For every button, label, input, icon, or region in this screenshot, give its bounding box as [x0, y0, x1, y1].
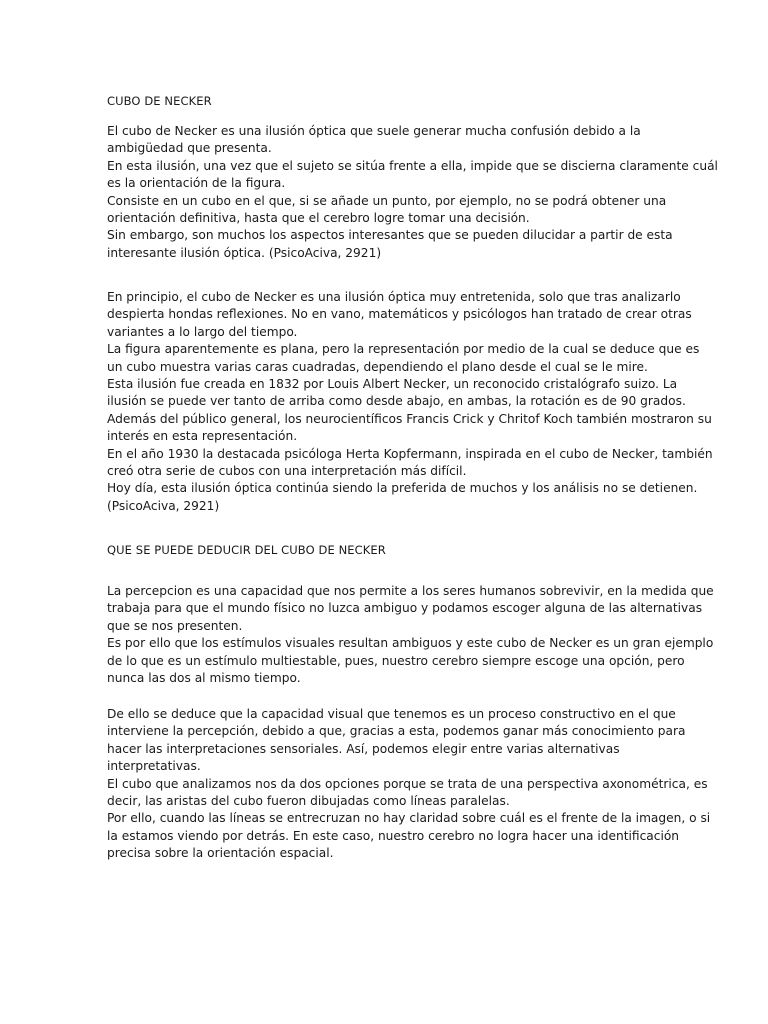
text-line: que se nos presenten.: [107, 618, 243, 633]
text-line: interés en esta representación.: [107, 429, 298, 444]
text-line: creó otra serie de cubos con una interpretación más difícil.: [107, 464, 467, 479]
text-line: un cubo muestra varias caras cuadradas, dependiendo el plano desde el cual se le mire.: [107, 359, 648, 374]
text-line: ilusión se puede ver tanto de arriba como desde abajo, en ambas, la rotación es de 90 grados.: [107, 394, 686, 409]
paragraph-intro: [107, 123, 718, 262]
paragraph-conclusion: [107, 706, 710, 863]
text-line: Por ello, cuando las líneas se entrecruzan no hay claridad sobre cuál es el frente de la imagen, o si: [107, 811, 711, 826]
text-line: decir, las aristas del cubo fueron dibujadas como líneas paralelas.: [107, 794, 510, 809]
text-line: interesante ilusión óptica. (PsicoAciva, 2921): [107, 245, 382, 260]
text-line: hacer las interpretaciones sensoriales. Así, podemos elegir entre varias alternativas: [107, 741, 620, 756]
text-line: orientación definitiva, hasta que el cerebro logre tomar una decisión.: [107, 211, 530, 226]
document-page: [107, 0, 718, 1024]
text-line: Esta ilusión fue creada en 1832 por Louis Albert Necker, un reconocido cristalógrafo suizo. La: [107, 377, 678, 392]
text-line: despierta hondas reflexiones. No en vano, matemáticos y psicólogos han tratado de crear otras: [107, 307, 692, 322]
document-title: CUBO DE NECKER: [107, 94, 212, 108]
text-line: La figura aparentemente es plana, pero la representación por medio de la cual se deduce que es: [107, 342, 700, 357]
text-line: La percepcion es una capacidad que nos permite a los seres humanos sobrevivir, en la medida que: [107, 584, 714, 598]
text-line: trabaja para que el mundo físico no luzca ambiguo y podamos escoger alguna de las alternativas: [107, 601, 703, 616]
text-line: de lo que es un estímulo multiestable, pues, nuestro cerebro siempre escoge una opción, pero: [107, 653, 685, 668]
text-line: De ello se deduce que la capacidad visual que tenemos es un proceso constructivo en el que: [107, 707, 676, 721]
text-line: Sin embargo, son muchos los aspectos interesantes que se pueden dilucidar a partir de esta: [107, 228, 673, 243]
text-line: En esta ilusión, una vez que el sujeto se sitúa frente a ella, impide que se discierna claramente cuál: [107, 158, 718, 173]
text-line: precisa sobre la orientación espacial.: [107, 846, 334, 861]
text-line: interpretativas.: [107, 759, 201, 774]
text-line: interviene la percepción, debido a que, gracias a esta, podemos ganar más conocimiento para: [107, 724, 686, 739]
text-line: El cubo que analizamos nos da dos opciones porque se trata de una perspectiva axonométrica, es: [107, 776, 708, 791]
text-line: En el año 1930 la destacada psicóloga Herta Kopfermann, inspirada en el cubo de Necker, también: [107, 446, 713, 461]
text-line: (PsicoAciva, 2921): [107, 498, 220, 513]
text-line: Además del público general, los neurocientíficos Francis Crick y Chritof Koch también mostraron su: [107, 411, 712, 426]
text-line: nunca las dos al mismo tiempo.: [107, 671, 301, 686]
text-line: Hoy día, esta ilusión óptica continúa siendo la preferida de muchos y los análisis no se detienen.: [107, 481, 698, 496]
text-line: es la orientación de la figura.: [107, 176, 286, 191]
text-line: Consiste en un cubo en el que, si se añade un punto, por ejemplo, no se podrá obtener una: [107, 193, 667, 208]
text-line: la estamos viendo por detrás. En este caso, nuestro cerebro no logra hacer una identificación: [107, 828, 680, 843]
text-line: En principio, el cubo de Necker es una ilusión óptica muy entretenida, solo que tras analizarlo: [107, 290, 681, 304]
section-heading: QUE SE PUEDE DEDUCIR DEL CUBO DE NECKER: [107, 543, 386, 557]
text-line: variantes a lo largo del tiempo.: [107, 324, 298, 339]
paragraph-percepcion: [107, 583, 714, 687]
text-line: El cubo de Necker es una ilusión óptica que suele generar mucha confusión debido a la: [107, 124, 641, 138]
paragraph-principio: [107, 289, 713, 515]
text-line: Es por ello que los estímulos visuales resultan ambiguos y este cubo de Necker es un gran ejemplo: [107, 636, 714, 651]
text-line: ambigüedad que presenta.: [107, 141, 272, 156]
